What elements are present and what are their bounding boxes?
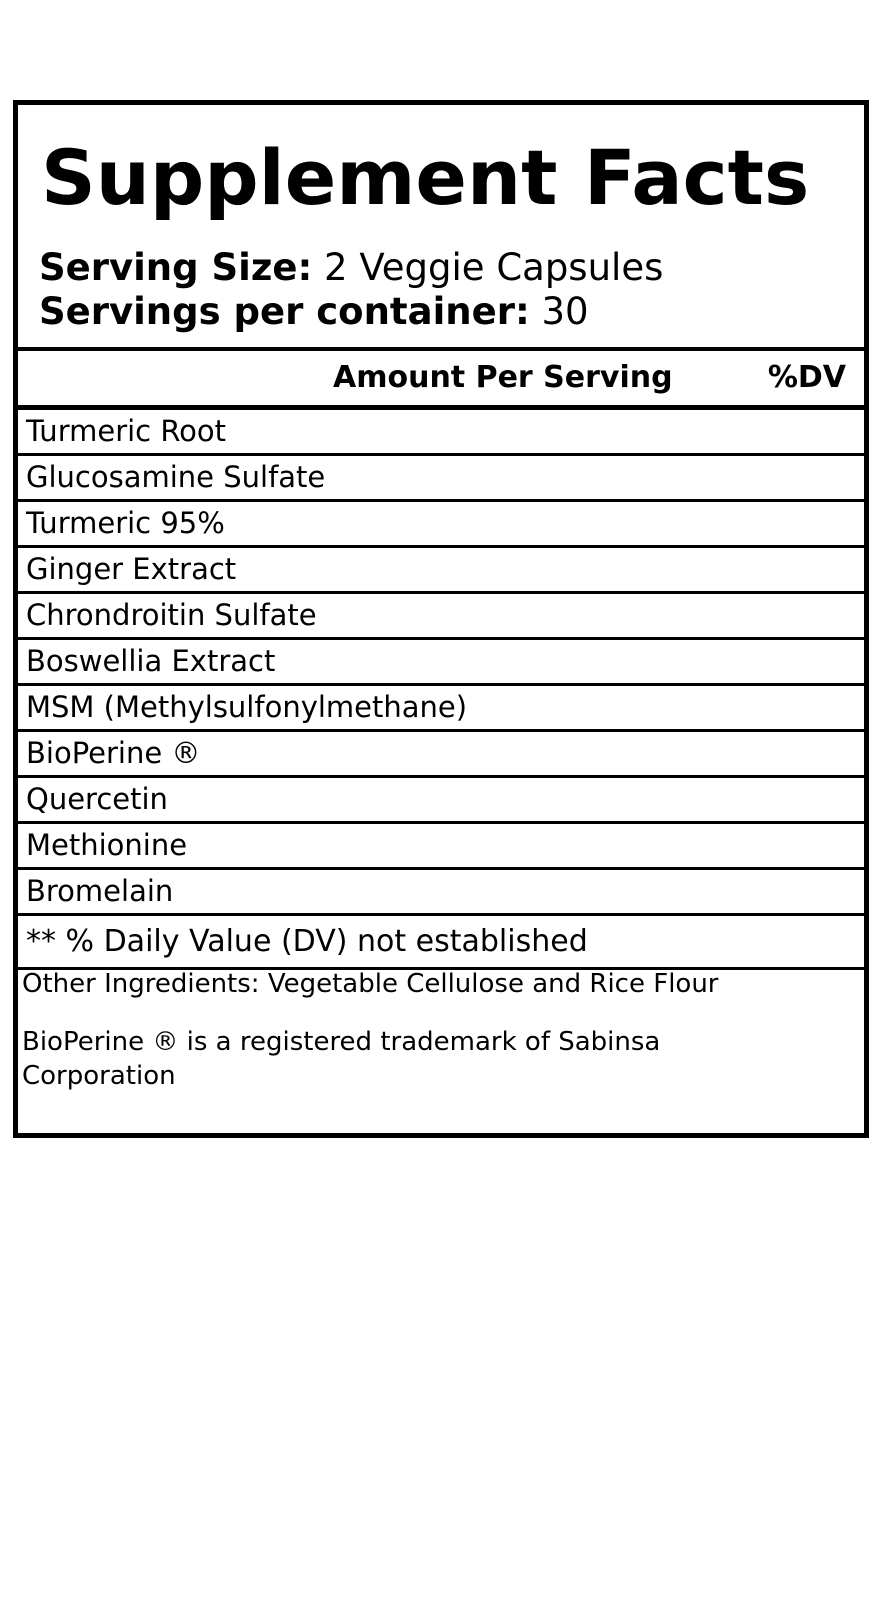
daily-value-note: ** % Daily Value (DV) not established: [18, 916, 864, 970]
ingredient-row: Boswellia Extract: [18, 640, 864, 686]
serving-size-value: 2 Veggie Capsules: [324, 246, 664, 289]
serving-size-label: Serving Size:: [39, 246, 313, 289]
supplement-facts-panel: [13, 100, 869, 1138]
ingredient-row: BioPerine ®: [18, 732, 864, 778]
servings-per-container-line: [39, 290, 663, 334]
ingredient-row: Quercetin: [18, 778, 864, 824]
serving-size-line: [39, 246, 663, 290]
trademark-note: BioPerine ® is a registered trademark of Sabinsa Corporation: [22, 1027, 661, 1091]
daily-value-header: %DV: [767, 360, 846, 395]
ingredient-row: MSM (Methylsulfonylmethane): [18, 686, 864, 732]
ingredient-row: Bromelain: [18, 870, 864, 916]
ingredient-row: Methionine: [18, 824, 864, 870]
ingredient-row: Glucosamine Sulfate: [18, 456, 864, 502]
servings-per-container-value: 30: [541, 290, 589, 333]
ingredient-row: Turmeric Root: [18, 410, 864, 456]
serving-info: [39, 246, 663, 334]
amount-per-serving-header: Amount Per Serving: [333, 360, 673, 395]
panel-title: Supplement Facts: [41, 133, 810, 222]
ingredient-list: [18, 410, 864, 970]
ingredient-row: Chrondroitin Sulfate: [18, 594, 864, 640]
ingredient-row: Turmeric 95%: [18, 502, 864, 548]
other-ingredients-text: Other Ingredients: Vegetable Cellulose and Rice Flour: [22, 969, 719, 999]
ingredient-row: Ginger Extract: [18, 548, 864, 594]
servings-per-container-label: Servings per container:: [39, 290, 530, 333]
table-header: [18, 351, 864, 406]
